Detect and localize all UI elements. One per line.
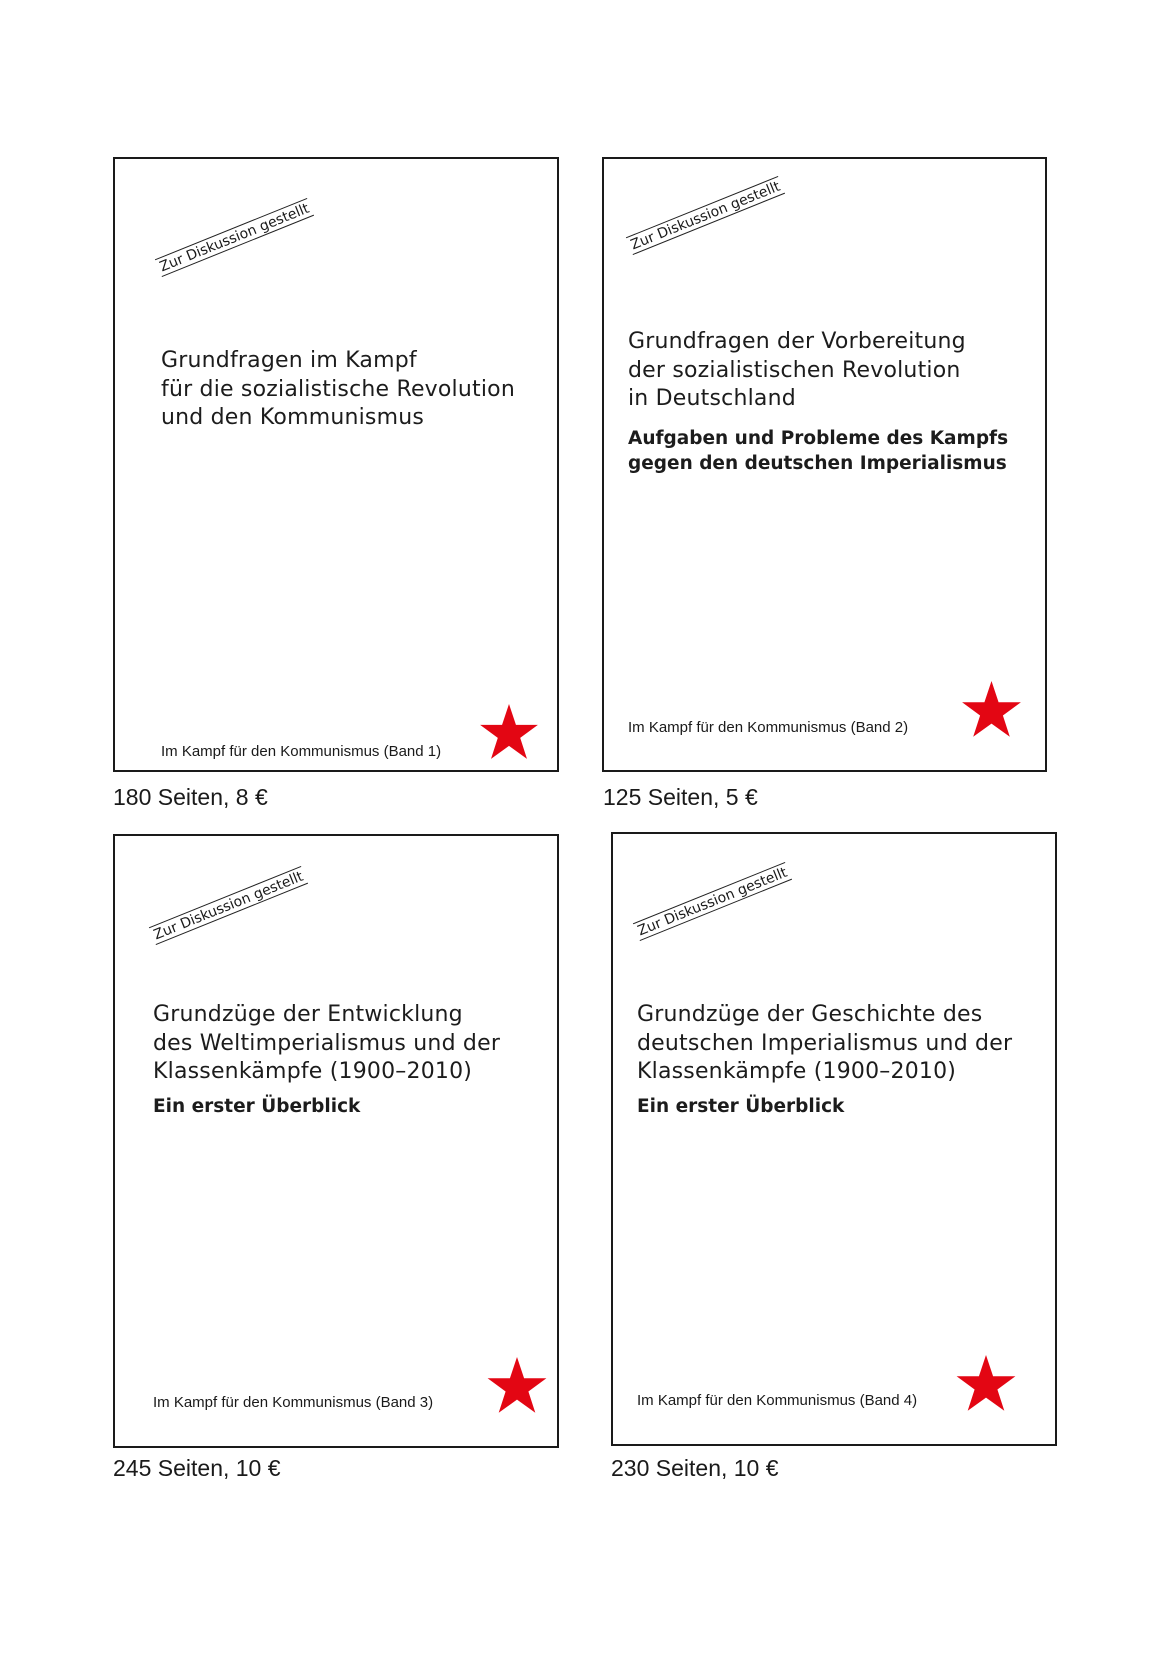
discussion-stamp: Zur Diskussion gestellt [626,176,785,255]
book-subtitle [153,1094,360,1119]
book-title [637,1001,1012,1087]
red-star-icon [956,1355,1016,1412]
series-label: Im Kampf für den Kommunismus (Band 1) [161,743,442,760]
price-label: 180 Seiten, 8 € [113,784,268,810]
title-line: Klassenkämpfe (1900–2010) [153,1059,473,1084]
subtitle-line: Aufgaben und Probleme des Kampfs [628,428,1009,449]
subtitle-line: Ein erster Überblick [637,1096,845,1117]
title-line: Grundzüge der Geschichte des [637,1002,983,1027]
discussion-stamp: Zur Diskussion gestellt [149,866,308,945]
series-label: Im Kampf für den Kommunismus (Band 2) [628,719,909,736]
series-label: Im Kampf für den Kommunismus (Band 4) [637,1392,918,1409]
subtitle-line: Ein erster Überblick [153,1096,361,1117]
title-line: für die sozialistische Revolution [161,376,515,402]
title-line: Grundfragen der Vorbereitung [628,329,966,354]
red-star-icon [478,704,540,760]
book-subtitle [637,1094,844,1119]
book-subtitle [628,426,1008,476]
book-title [628,328,966,414]
series-label: Im Kampf für den Kommunismus (Band 3) [153,1394,434,1411]
title-line: deutschen Imperialismus und der [637,1030,1013,1056]
title-line: und den Kommunismus [161,405,425,430]
discussion-stamp: Zur Diskussion gestellt [633,862,792,941]
price-label: 125 Seiten, 5 € [603,784,758,810]
title-line: Klassenkämpfe (1900–2010) [637,1059,957,1084]
red-star-icon [485,1357,549,1414]
book-title [153,1001,500,1087]
red-star-icon [960,681,1023,738]
price-label: 245 Seiten, 10 € [113,1455,281,1481]
title-line: Grundzüge der Entwicklung [153,1002,463,1027]
subtitle-line: gegen den deutschen Imperialismus [628,453,1007,474]
title-line: Grundfragen im Kampf [161,348,417,373]
book-title [161,347,515,433]
title-line: des Weltimperialismus und der [153,1030,501,1056]
title-line: der sozialistischen Revolution [628,357,961,383]
discussion-stamp: Zur Diskussion gestellt [155,198,314,277]
price-label: 230 Seiten, 10 € [611,1455,779,1481]
title-line: in Deutschland [628,386,796,411]
